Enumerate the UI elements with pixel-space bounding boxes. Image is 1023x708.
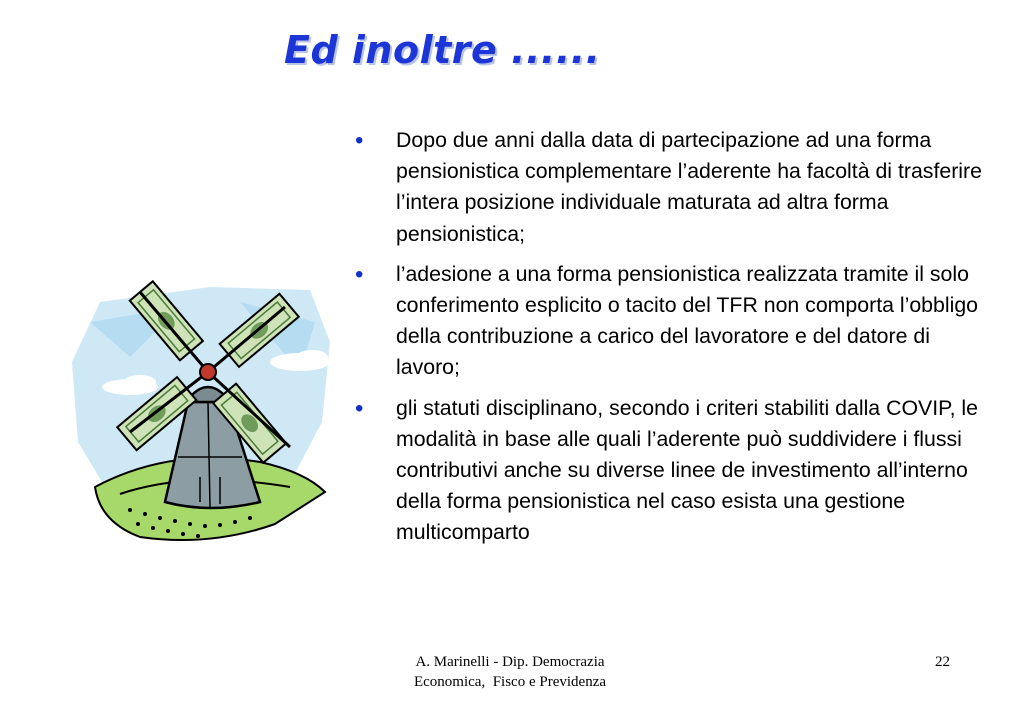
bullet-text: gli statuti disciplinano, secondo i criteri stabiliti dalla COVIP, le modalità in base alle quali l’aderente può suddividere i flussi contributivi anche su diverse linee de investimento all’interno della forma pensionistica nel caso esista una gestione multicomparto bbox=[396, 395, 979, 545]
windmill-money-icon bbox=[60, 262, 345, 552]
footer-author bbox=[380, 652, 640, 692]
bullet-icon: • bbox=[355, 394, 364, 422]
list-item bbox=[355, 393, 985, 549]
list-item bbox=[355, 125, 985, 250]
bullet-icon: • bbox=[355, 260, 364, 288]
list-item bbox=[355, 259, 985, 384]
bullet-icon: • bbox=[355, 127, 364, 154]
bullet-text: Dopo due anni dalla data di partecipazione ad una forma pensionistica complementare l’aderente ha facoltà di trasferire l’intera posizione individuale maturata ad altra forma pensionistica; bbox=[396, 128, 982, 246]
bullet-list bbox=[355, 125, 985, 558]
bullet-text: l’adesione a una forma pensionistica realizzata tramite il solo conferimento esplicito o tacito del TFR non comporta l’obbligo della contribuzione a carico del lavoratore e del datore di lavoro; bbox=[396, 261, 979, 380]
slide-title: Ed inoltre ...... bbox=[284, 28, 601, 72]
page-number: 22 bbox=[935, 654, 950, 670]
footer-author-line2: Economica, Fisco e Previdenza bbox=[413, 674, 607, 690]
footer-author-line1: A. Marinelli - Dip. Democrazia bbox=[415, 654, 605, 670]
